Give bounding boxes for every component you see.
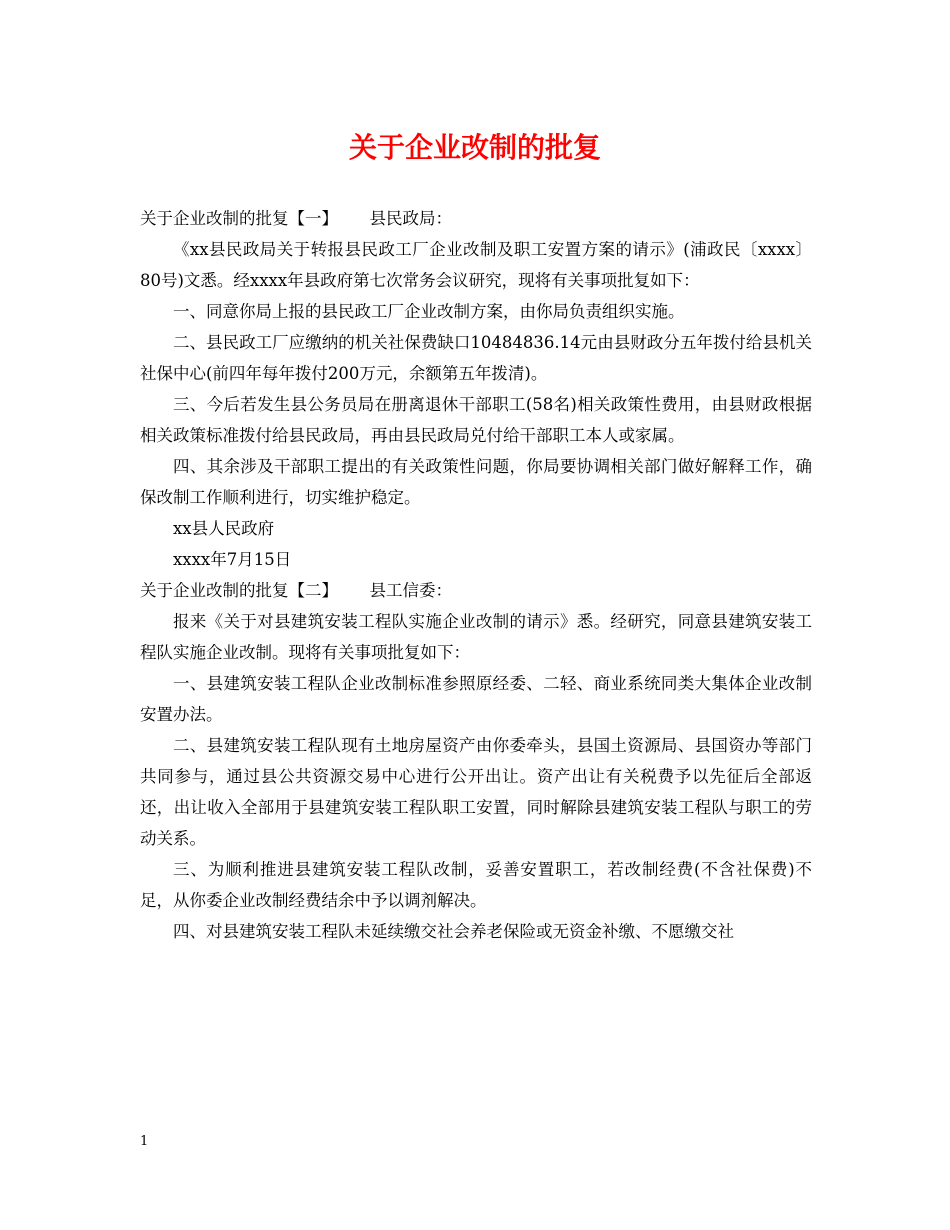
body-paragraph: 三、为顺利推进县建筑安装工程队改制，妥善安置职工，若改制经费(不含社保费)不足，从你委企业改制经费结余中予以调剂解决。 xyxy=(140,860,812,910)
signature-date: xxxx年7月15日 xyxy=(173,550,292,569)
body-paragraph: 一、县建筑安装工程队企业改制标准参照原经委、二轻、商业系统同类大集体企业改制安置办法。 xyxy=(140,674,812,724)
body-paragraph: 三、今后若发生县公务员局在册离退休干部职工(58名)相关政策性费用，由县财政根据相关政策标准拨付给县民政局，再由县民政局兑付给干部职工本人或家属。 xyxy=(140,395,812,445)
section-heading: 关于企业改制的批复【一】 县民政局： xyxy=(140,209,452,228)
page-number: 1 xyxy=(140,1134,149,1149)
signature-issuer: xx县人民政府 xyxy=(173,519,275,538)
body-paragraph: 四、对县建筑安装工程队未延续缴交社会养老保险或无资金补缴、不愿缴交社 xyxy=(173,922,734,941)
section-heading: 关于企业改制的批复【二】 县工信委： xyxy=(140,581,452,600)
body-paragraph: 《xx县民政局关于转报县民政工厂企业改制及职工安置方案的请示》(浦政民〔xxxx〕80号)文悉。经xxxx年县政府第七次常务会议研究，现将有关事项批复如下： xyxy=(140,240,812,290)
body-paragraph: 二、县民政工厂应缴纳的机关社保费缺口10484836.14元由县财政分五年拨付给县机关社保中心(前四年每年拨付200万元，余额第五年拨清)。 xyxy=(140,333,812,383)
document-title: 关于企业改制的批复 xyxy=(348,131,601,164)
body-paragraph: 二、县建筑安装工程队现有土地房屋资产由你委牵头，县国土资源局、县国资办等部门共同参与，通过县公共资源交易中心进行公开出让。资产出让有关税费予以先征后全部返还，出让收入全部用于县建筑安装工程队职工安置，同时解除县建筑安装工程队与职工的劳动关系。 xyxy=(140,736,812,848)
body-paragraph: 四、其余涉及干部职工提出的有关政策性问题，你局要协调相关部门做好解释工作，确保改制工作顺利进行，切实维护稳定。 xyxy=(140,457,812,507)
document-body xyxy=(140,203,812,947)
body-paragraph: 一、同意你局上报的县民政工厂企业改制方案，由你局负责组织实施。 xyxy=(173,302,685,321)
body-paragraph: 报来《关于对县建筑安装工程队实施企业改制的请示》悉。经研究，同意县建筑安装工程队实施企业改制。现将有关事项批复如下： xyxy=(140,612,812,662)
